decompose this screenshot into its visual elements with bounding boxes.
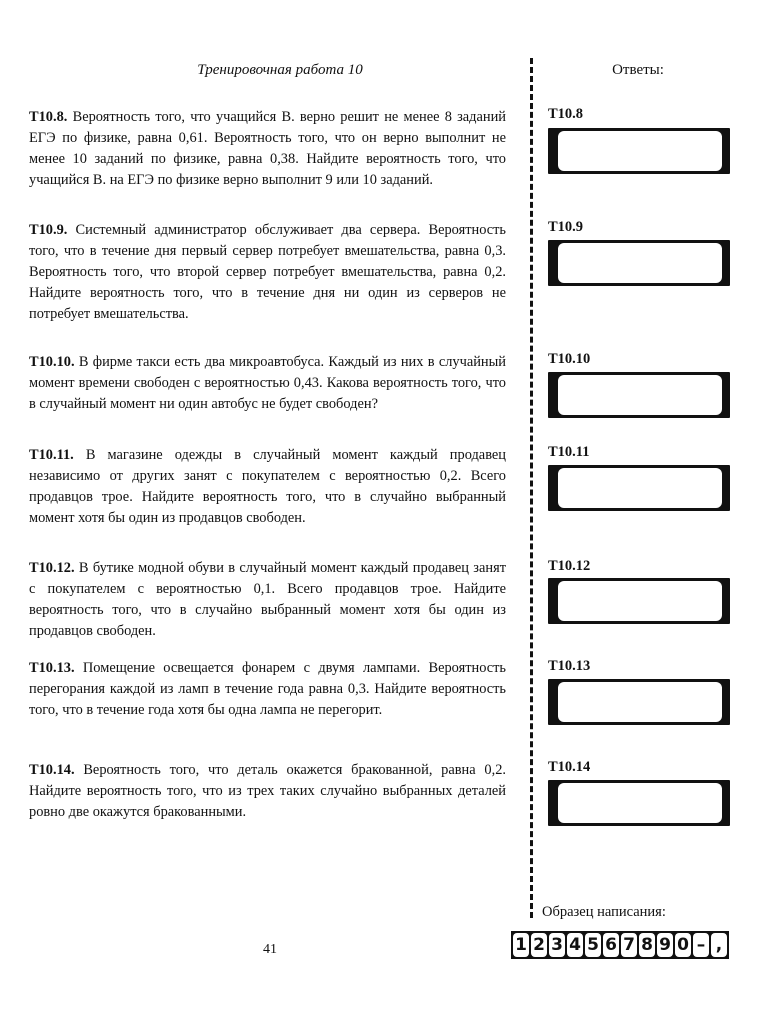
- sample-char: ,: [711, 933, 727, 957]
- answer-label-t10-14: T10.14: [548, 759, 591, 775]
- task-t10-13: [29, 658, 506, 721]
- sample-char: 4: [567, 933, 583, 957]
- answer-box-t10-11[interactable]: [548, 465, 730, 511]
- task-t10-12: [29, 558, 506, 642]
- sample-char: 1: [513, 933, 529, 957]
- answer-box-t10-12[interactable]: [548, 578, 730, 624]
- sample-char: 8: [639, 933, 655, 957]
- answer-box-t10-10[interactable]: [548, 372, 730, 418]
- sample-char: 3: [549, 933, 565, 957]
- task-text: В магазине одежды в случайный момент каждый продавец независимо от других занят с покупателем с вероятностью 0,2. Всего продавцов трое. Найдите вероятность того, что в случайно выбранный момент хотя бы один из продавцов свободен.: [29, 447, 506, 526]
- task-number: T10.9.: [29, 222, 68, 238]
- sample-char: –: [693, 933, 709, 957]
- sample-char: 7: [621, 933, 637, 957]
- task-number: T10.12.: [29, 560, 75, 576]
- task-text: Вероятность того, что деталь окажется бракованной, равна 0,2. Найдите вероятность того, что из трех таких случайно выбранных деталей ровно две окажутся бракованными.: [29, 762, 506, 820]
- cut-line-divider: [530, 58, 533, 918]
- task-number: T10.10.: [29, 354, 75, 370]
- answer-label-t10-12: T10.12: [548, 558, 591, 574]
- answer-label-t10-10: T10.10: [548, 351, 591, 367]
- task-number: T10.8.: [29, 109, 68, 125]
- task-t10-10: [29, 352, 506, 415]
- answer-field[interactable]: [558, 783, 722, 823]
- sample-char: 0: [675, 933, 691, 957]
- sample-writing-label: Образец написания:: [542, 904, 666, 920]
- answer-box-t10-14[interactable]: [548, 780, 730, 826]
- answer-box-t10-8[interactable]: [548, 128, 730, 174]
- sample-writing-row: [511, 931, 729, 959]
- task-number: T10.13.: [29, 660, 75, 676]
- answer-field[interactable]: [558, 581, 722, 621]
- answer-box-t10-9[interactable]: [548, 240, 730, 286]
- page-number: 41: [263, 942, 277, 957]
- answer-label-t10-9: T10.9: [548, 219, 584, 235]
- task-t10-9: [29, 220, 506, 325]
- answer-field[interactable]: [558, 682, 722, 722]
- sample-char: 6: [603, 933, 619, 957]
- sample-char: 2: [531, 933, 547, 957]
- answer-label-t10-13: T10.13: [548, 658, 591, 674]
- answer-label-t10-8: T10.8: [548, 106, 584, 122]
- task-text: Вероятность того, что учащийся В. верно решит не менее 8 заданий ЕГЭ по физике, равна 0,61. Вероятность того, что он верно выполнит не менее 10 заданий по физике, равна 0,38. Найдите вероятность того, что учащийся В. на ЕГЭ по физике верно выполнит 9 или 10 заданий.: [29, 109, 506, 188]
- answer-field[interactable]: [558, 243, 722, 283]
- sample-char: 9: [657, 933, 673, 957]
- task-t10-11: [29, 445, 506, 529]
- task-text: В фирме такси есть два микроавтобуса. Каждый из них в случайный момент времени свободен с вероятностью 0,43. Какова вероятность того, что в случайный момент ни один автобус не будет свободен?: [29, 354, 506, 412]
- task-text: В бутике модной обуви в случайный момент каждый продавец занят с покупателем с вероятностью 0,1. Всего продавцов трое. Найдите вероятность того, что в случайно выбранный момент хотя бы один из продавцов свободен.: [29, 560, 506, 639]
- answer-field[interactable]: [558, 468, 722, 508]
- task-text: Системный администратор обслуживает два сервера. Вероятность того, что в течение дня первый сервер потребует вмешательства, равна 0,3. Вероятность того, что второй сервер потребует вмешательства, равна 0,2. Найдите вероятность того, что в течение дня ни один из серверов не потребует вмешательства.: [29, 222, 506, 322]
- answer-field[interactable]: [558, 375, 722, 415]
- task-number: T10.11.: [29, 447, 74, 463]
- answer-label-t10-11: T10.11: [548, 444, 590, 460]
- answer-box-t10-13[interactable]: [548, 679, 730, 725]
- sample-char: 5: [585, 933, 601, 957]
- answers-column-title: Ответы:: [612, 62, 664, 78]
- answer-field[interactable]: [558, 131, 722, 171]
- task-t10-14: [29, 760, 506, 823]
- task-t10-8: [29, 107, 506, 191]
- task-text: Помещение освещается фонарем с двумя лампами. Вероятность перегорания каждой из ламп в течение года равна 0,3. Найдите вероятность того, что в течение года хотя бы одна лампа не перегорит.: [29, 660, 506, 718]
- task-number: T10.14.: [29, 762, 75, 778]
- page-header-title: Тренировочная работа 10: [197, 62, 363, 78]
